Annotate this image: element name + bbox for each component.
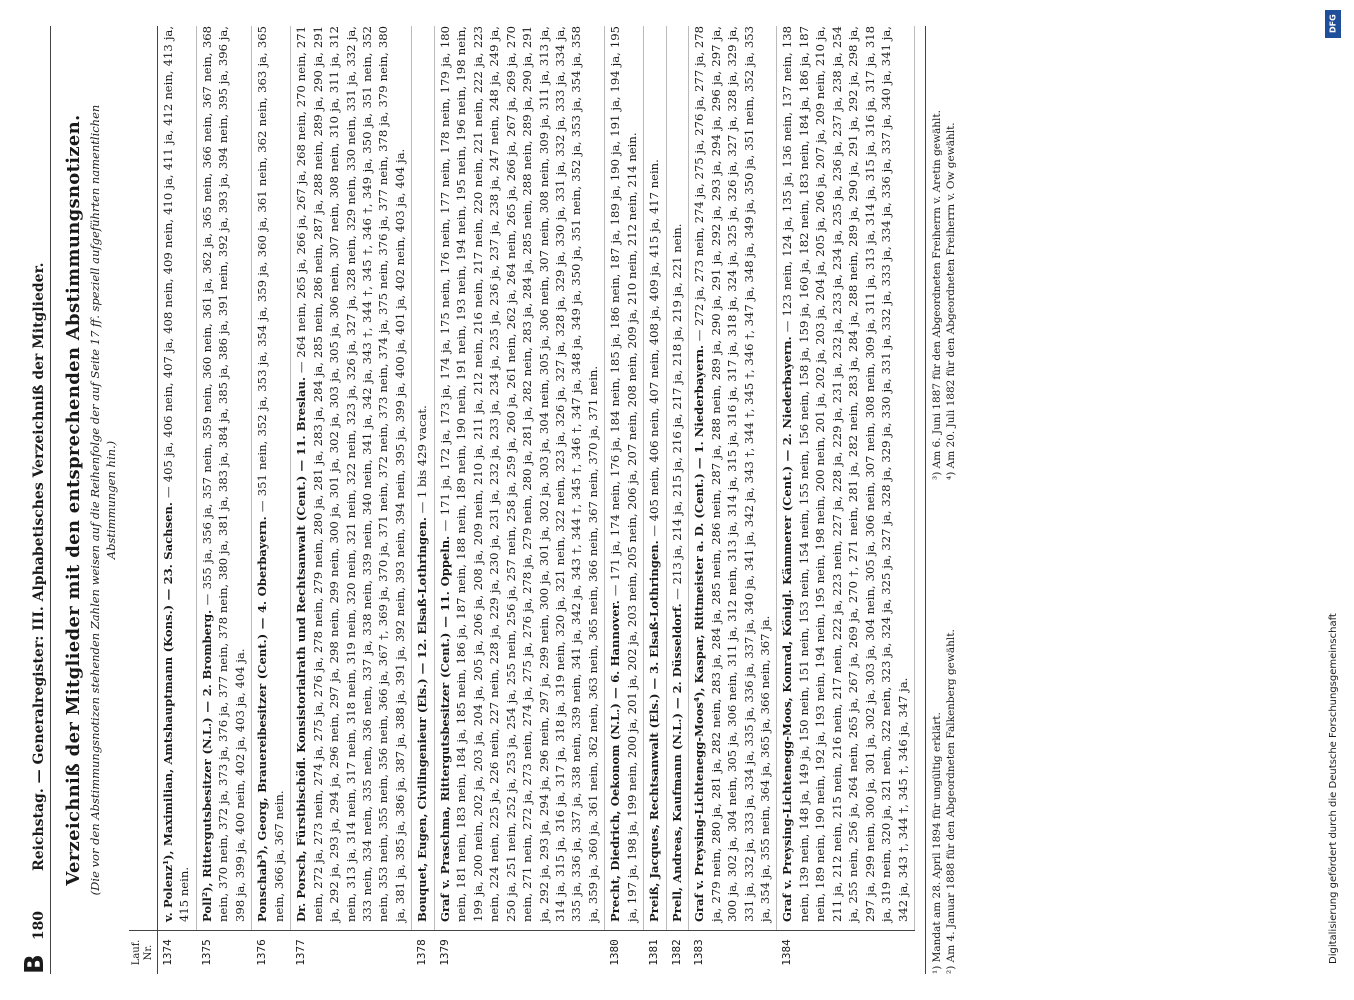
member-name: Graf v. Preysing-Lichtenegg-Moos⁴), Kaspar, Rittmeister a. D. (Cent.) — 1. Niederbayern. [692, 344, 707, 922]
vote-record: — 351 nein, 352 ja, 353 ja, 354 ja, 359 ja, 360 ja, 361 nein, 362 nein, 363 ja, 365 nein, 366 ja, 367 nein. [255, 25, 286, 922]
member-name: v. Polenz¹), Maximilian, Amtshauptmann (Kons.) — 23. Sachsen. [161, 502, 176, 922]
member-name: Ponschab³), Georg, Brauereibesitzer (Cent.) — 4. Oberbayern. [255, 516, 270, 922]
section-title: Verzeichniß der Mitglieder mit den entsprechenden Abstimmungsnotizen. [63, 114, 84, 886]
member-entry [644, 26, 666, 930]
vote-record: — 272 ja, 273 nein, 274 ja, 275 ja, 276 ja, 277 ja, 278 ja, 279 nein, 280 ja, 281 ja, 282 nein, 283 ja, 284 ja, 285 nein, 286 nein, 287 ja, 288 nein, 289 ja, 290 ja, 291 ja, 292 ja, 293 ja, 294 ja, 296 ja, 297 ja, 300 ja, 302 ja, 304 nein, 305 ja, 306 nein, 311 ja, 312 nein, 313 ja, 314 ja, 315 ja, 316 ja, 317 ja, 318 ja, 324 ja, 325 ja, 326 ja, 327 ja, 328 ja, 329 ja, 331 ja, 332 ja, 333 ja, 334 ja, 335 ja, 336 ja, 337 ja, 340 ja, 341 ja, 342 ja, 343 †, 344 †, 345 †, 346 †, 347 ja, 348 ja, 349 ja, 350 ja, 351 nein, 352 ja, 353 ja, 354 ja, 355 nein, 364 ja, 365 ja, 366 nein, 367 ja. [692, 26, 772, 922]
entry-number: 1384 [777, 930, 915, 974]
footnote: ³) Am 6. Juni 1887 für den Abgeordneten Freiherrn v. Aretin gewählt. [931, 110, 944, 480]
side-credit [1322, 10, 1344, 990]
vote-record: — 264 nein, 265 ja, 266 ja, 267 ja, 268 nein, 270 nein, 271 nein, 272 ja, 273 nein, 274 ja, 275 ja, 276 ja, 278 nein, 279 nein, 280 ja, 281 ja, 283 ja, 284 ja, 285 nein, 286 nein, 287 ja, 288 nein, 289 ja, 290 ja, 291 ja, 292 ja, 293 ja, 294 ja, 296 nein, 297 ja, 298 nein, 299 nein, 300 ja, 301 ja, 302 ja, 303 ja, 305 ja, 306 nein, 307 nein, 308 nein, 310 ja, 311 ja, 312 nein, 313 ja, 314 nein, 317 nein, 318 nein, 319 nein, 320 nein, 321 nein, 322 nein, 323 ja, 326 ja, 327 ja, 328 nein, 329 nein, 330 nein, 331 ja, 332 ja, 333 nein, 334 nein, 335 nein, 336 nein, 337 ja, 338 nein, 339 nein, 340 nein, 341 ja, 342 ja, 343 †, 344 †, 345 †, 346 †, 349 ja, 350 ja, 351 nein, 352 nein, 353 nein, 355 nein, 356 nein, 366 ja, 367 †, 369 ja, 370 ja, 371 nein, 372 nein, 373 nein, 374 ja, 375 nein, 376 ja, 377 nein, 378 ja, 379 nein, 380 ja, 381 ja, 385 ja, 386 ja, 387 ja, 388 ja, 391 ja, 392 nein, 393 nein, 394 nein, 395 ja, 399 ja, 400 ja, 401 ja, 402 nein, 403 ja, 404 ja. [294, 26, 407, 922]
running-title: Reichstag. — Generalregister: III. Alphabetisches Verzeichniß der Mitglieder. [31, 262, 47, 871]
vote-record: — 355 ja, 356 ja, 357 nein, 359 nein, 360 nein, 361 ja, 362 ja, 365 nein, 366 nein, 367 nein, 368 nein, 370 nein, 372 ja, 373 ja, 376 ja, 377 nein, 378 nein, 380 ja, 381 ja, 383 ja, 384 ja, 385 ja, 386 ja, 391 nein, 392 ja, 393 ja, 394 nein, 395 ja, 396 ja, 398 ja, 399 ja, 400 nein, 402 ja, 403 ja, 404 ja. [199, 26, 247, 922]
footnote: ²) Am 4. Januar 1888 für den Abgeordneten Falkenberg gewählt. [945, 629, 958, 974]
member-entry [252, 26, 291, 930]
page-number: 180 [31, 910, 47, 941]
footnotes-left [930, 520, 958, 974]
member-entry [689, 26, 777, 930]
vote-record: — 171 ja, 174 nein, 176 ja, 184 nein, 185 ja, 186 nein, 187 ja, 189 ja, 190 ja, 191 ja, 194 ja, 195 ja, 197 ja, 198 ja, 199 nein, 200 ja, 201 ja, 202 ja, 203 nein, 205 nein, 206 ja, 207 nein, 208 nein, 209 ja, 210 nein, 212 nein, 214 nein. [608, 26, 639, 922]
footnotes-right [930, 26, 958, 480]
entry-number: 1374 [158, 930, 197, 974]
vote-record: — 405 nein, 406 nein, 407 nein, 408 ja, 409 ja, 415 ja, 417 nein. [647, 159, 662, 537]
entry-number: 1383 [689, 930, 777, 974]
entry-number: 1376 [252, 930, 291, 974]
entry-number: 1380 [605, 930, 644, 974]
member-name: Graf v. Preysing-Lichtenegg-Moos, Konrad, Königl. Kämmerer (Cent.) — 2. Niederbayern. [780, 336, 795, 922]
entry-number: 1375 [197, 930, 252, 974]
member-entry [605, 26, 644, 930]
credit-text: Digitalisierung gefördert durch die Deutsche Forschungsgemeinschaft [1327, 613, 1339, 964]
entry-number: 1378 [412, 930, 434, 974]
member-name: Precht, Diedrich, Oekonom (N.L.) — 6. Hannover. [608, 600, 623, 922]
member-entry [435, 26, 606, 930]
entry-number: 1381 [644, 930, 666, 974]
member-entry [158, 26, 197, 930]
member-entry [412, 26, 434, 930]
member-name: Dr. Porsch, Fürstbischöfl. Konsistorialrath und Rechtsanwalt (Cent.) — 11. Breslau. [294, 377, 309, 922]
member-entry [667, 26, 689, 930]
member-name: Bouquet, Eugen, Civilingenieur (Els.) — 12. Elsaß-Lothringen. [415, 517, 430, 922]
running-head [22, 26, 51, 974]
section-note: (Die vor den Abstimmungsnotizen stehenden Zahlen weisen auf die Reihenfolge der auf Seite 17 ff. speziell aufgeführten namentlichen Abstimmungen hin.) [88, 104, 118, 896]
vote-record: — 1 bis 429 vacat. [415, 405, 430, 514]
entry-number: 1379 [435, 930, 606, 974]
member-name: Graf v. Praschma, Rittergutsbesitzer (Cent.) — 11. Oppeln. [437, 535, 452, 922]
dfg-logo: DFG [1325, 10, 1341, 38]
column-header-blank [129, 26, 158, 930]
footnotes [925, 26, 958, 974]
vote-record: — 171 ja, 172 ja, 173 ja, 174 ja, 175 nein, 176 nein, 177 nein, 178 nein, 179 ja, 180 nein, 181 nein, 183 nein, 184 ja, 185 nein, 186 ja, 187 nein, 188 nein, 189 nein, 190 nein, 191 nein, 193 nein, 194 nein, 195 nein, 196 nein, 198 nein, 199 ja, 200 nein, 202 ja, 203 ja, 204 ja, 205 ja, 206 ja, 208 ja, 209 nein, 210 ja, 211 ja, 212 nein, 216 nein, 217 nein, 220 nein, 221 nein, 222 ja, 223 nein, 224 nein, 225 ja, 226 nein, 227 nein, 228 ja, 229 ja, 230 ja, 231 ja, 232 ja, 233 ja, 234 ja, 235 ja, 236 ja, 237 ja, 238 ja, 247 nein, 248 ja, 249 ja, 250 ja, 251 nein, 252 ja, 253 ja, 254 ja, 255 nein, 256 ja, 257 nein, 258 ja, 259 ja, 260 ja, 261 nein, 262 ja, 264 nein, 265 ja, 266 ja, 267 ja, 269 ja, 270 nein, 271 nein, 272 ja, 273 nein, 274 ja, 275 ja, 276 ja, 278 ja, 279 nein, 280 ja, 281 ja, 282 nein, 283 ja, 284 ja, 285 nein, 288 nein, 289 ja, 290 ja, 291 ja, 292 ja, 293 ja, 294 ja, 296 nein, 297 ja, 299 nein, 300 ja, 301 ja, 302 ja, 303 ja, 304 nein, 305 ja, 306 nein, 307 nein, 308 nein, 309 ja, 311 ja, 313 ja, 314 ja, 315 ja, 316 ja, 317 ja, 318 ja, 319 nein, 320 ja, 321 nein, 322 nein, 323 ja, 326 ja, 327 ja, 328 ja, 329 ja, 330 ja, 331 ja, 332 ja, 333 ja, 334 ja, 335 ja, 336 ja, 337 ja, 338 nein, 339 nein, 341 ja, 342 ja, 343 †, 344 †, 345 †, 346 †, 347 ja, 348 ja, 349 ja, 350 ja, 351 nein, 352 ja, 353 ja, 354 ja, 358 ja, 359 ja, 360 ja, 361 nein, 362 nein, 363 nein, 365 nein, 366 nein, 367 nein, 370 ja, 371 nein. [437, 25, 600, 922]
entry-number: 1377 [291, 930, 412, 974]
vote-record: — 123 nein, 124 ja, 135 ja, 136 nein, 137 nein, 138 nein, 139 nein, 148 ja, 149 ja, 150 nein, 151 nein, 153 nein, 154 nein, 155 nein, 156 nein, 158 ja, 159 ja, 160 ja, 182 nein, 183 nein, 184 ja, 186 ja, 187 nein, 189 nein, 190 nein, 192 ja, 193 nein, 194 nein, 195 nein, 198 nein, 200 nein, 201 ja, 202 ja, 203 ja, 204 ja, 205 ja, 206 ja, 207 ja, 209 nein, 210 ja, 211 ja, 212 nein, 215 nein, 216 nein, 217 nein, 222 ja, 223 nein, 227 ja, 228 ja, 229 ja, 231 ja, 232 ja, 233 ja, 234 ja, 235 ja, 236 ja, 237 ja, 238 ja, 254 ja, 255 nein, 256 ja, 264 nein, 265 ja, 267 ja, 269 ja, 270 †, 271 nein, 281 ja, 282 nein, 283 ja, 284 ja, 288 nein, 289 ja, 290 ja, 291 ja, 292 ja, 298 ja, 297 ja, 299 nein, 300 ja, 301 ja, 302 ja, 303 ja, 304 nein, 305 ja, 306 nein, 307 nein, 308 nein, 309 ja, 311 ja, 313 ja, 314 ja, 315 ja, 316 ja, 317 ja, 318 ja, 319 nein, 320 ja, 321 nein, 322 nein, 323 ja, 324 ja, 325 ja, 327 ja, 328 ja, 329 ja, 330 ja, 331 ja, 332 ja, 333 ja, 334 ja, 336 ja, 337 ja, 340 ja, 341 ja, 342 ja, 343 †, 344 †, 345 †, 346 ja, 347 ja. [780, 26, 910, 922]
footnote: ¹) Mandat am 28. April 1894 für ungültig erklärt. [931, 712, 944, 974]
member-name: Poll²), Rittergutsbesitzer (N.L.) — 2. Bromberg. [199, 609, 214, 922]
vote-record: — 213 ja, 214 ja, 215 ja, 216 ja, 217 ja, 218 ja, 219 ja, 221 nein. [669, 223, 684, 600]
vote-record: — 405 ja, 406 nein, 407 ja, 408 nein, 409 nein, 410 ja, 411 ja, 412 nein, 413 ja, 415 nein. [161, 25, 192, 922]
member-entry [291, 26, 412, 930]
member-entries-table [129, 26, 915, 974]
member-entry [197, 26, 252, 930]
member-entry [777, 26, 915, 930]
member-name: Preiß, Jacques, Rechtsanwalt (Els.) — 3. Elsaß-Lothringen. [647, 540, 662, 922]
entry-number: 1382 [667, 930, 689, 974]
column-header-nr: Lauf. Nr. [129, 930, 158, 974]
footnote: ⁴) Am 20. Juli 1882 für den Abgeordneten Freiherrn v. Ow gewählt. [945, 122, 958, 480]
library-logo: B [20, 954, 50, 974]
member-name: Prell, Andreas, Kaufmann (N.L.) — 2. Düsseldorf. [669, 603, 684, 922]
